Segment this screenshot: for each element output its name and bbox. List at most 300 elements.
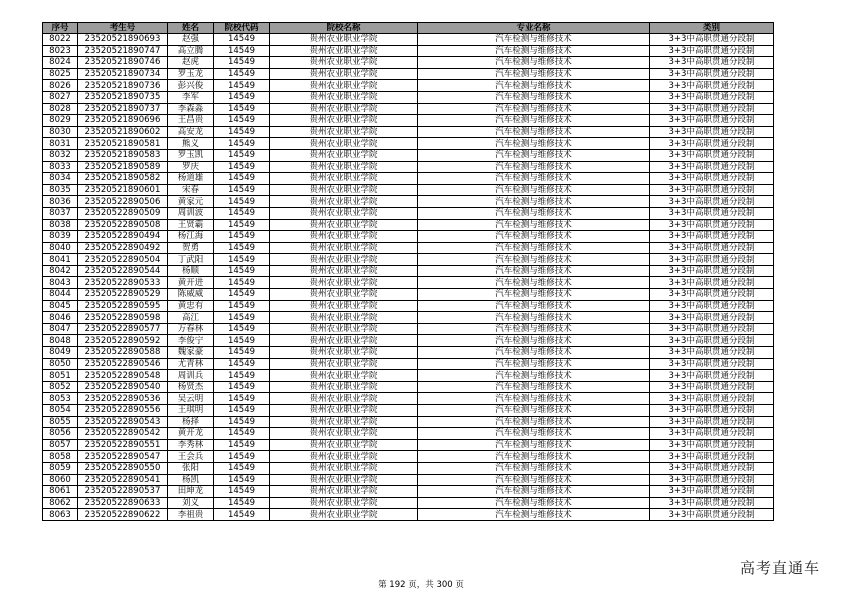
cell-school-name: 贵州农业职业学院 <box>270 184 418 196</box>
cell-name: 高立腾 <box>168 45 214 57</box>
cell-category: 3+3中高职贯通分段制 <box>650 207 774 219</box>
cell-candidate-id: 23520521890747 <box>78 45 168 57</box>
cell-category: 3+3中高职贯通分段制 <box>650 347 774 359</box>
cell-category: 3+3中高职贯通分段制 <box>650 34 774 46</box>
cell-index: 8060 <box>43 474 78 486</box>
table-row <box>43 289 774 301</box>
cell-major: 汽车检测与维修技术 <box>418 126 650 138</box>
cell-candidate-id: 23520522890537 <box>78 486 168 498</box>
cell-category: 3+3中高职贯通分段制 <box>650 57 774 69</box>
col-header-category: 类别 <box>650 23 774 34</box>
cell-major: 汽车检测与维修技术 <box>418 68 650 80</box>
cell-category: 3+3中高职贯通分段制 <box>650 115 774 127</box>
cell-index: 8028 <box>43 103 78 115</box>
cell-school-name: 贵州农业职业学院 <box>270 358 418 370</box>
table-row <box>43 242 774 254</box>
cell-school-code: 14549 <box>214 416 270 428</box>
table-row <box>43 34 774 46</box>
cell-school-code: 14549 <box>214 474 270 486</box>
cell-candidate-id: 23520522890492 <box>78 242 168 254</box>
cell-name: 黄开进 <box>168 277 214 289</box>
admission-table <box>42 22 774 521</box>
cell-school-name: 贵州农业职业学院 <box>270 439 418 451</box>
cell-name: 熊义 <box>168 138 214 150</box>
cell-category: 3+3中高职贯通分段制 <box>650 91 774 103</box>
cell-category: 3+3中高职贯通分段制 <box>650 416 774 428</box>
cell-category: 3+3中高职贯通分段制 <box>650 486 774 498</box>
cell-school-code: 14549 <box>214 347 270 359</box>
cell-school-name: 贵州农业职业学院 <box>270 486 418 498</box>
cell-school-code: 14549 <box>214 115 270 127</box>
cell-category: 3+3中高职贯通分段制 <box>650 323 774 335</box>
cell-school-name: 贵州农业职业学院 <box>270 405 418 417</box>
table-row <box>43 115 774 127</box>
cell-school-name: 贵州农业职业学院 <box>270 289 418 301</box>
table-row <box>43 497 774 509</box>
cell-school-name: 贵州农业职业学院 <box>270 335 418 347</box>
cell-school-code: 14549 <box>214 312 270 324</box>
cell-school-name: 贵州农业职业学院 <box>270 196 418 208</box>
cell-candidate-id: 23520521890602 <box>78 126 168 138</box>
cell-index: 8046 <box>43 312 78 324</box>
cell-category: 3+3中高职贯通分段制 <box>650 103 774 115</box>
cell-name: 杨择 <box>168 416 214 428</box>
cell-category: 3+3中高职贯通分段制 <box>650 254 774 266</box>
cell-name: 赵虎 <box>168 57 214 69</box>
cell-school-code: 14549 <box>214 265 270 277</box>
cell-major: 汽车检测与维修技术 <box>418 358 650 370</box>
table-row <box>43 45 774 57</box>
cell-name: 杨贤杰 <box>168 381 214 393</box>
cell-index: 8039 <box>43 231 78 243</box>
cell-school-name: 贵州农业职业学院 <box>270 393 418 405</box>
cell-major: 汽车检测与维修技术 <box>418 277 650 289</box>
cell-category: 3+3中高职贯通分段制 <box>650 277 774 289</box>
cell-major: 汽车检测与维修技术 <box>418 34 650 46</box>
cell-name: 张阳 <box>168 462 214 474</box>
col-header-candidate-id: 考生号 <box>78 23 168 34</box>
cell-candidate-id: 23520522890544 <box>78 265 168 277</box>
cell-candidate-id: 23520522890529 <box>78 289 168 301</box>
cell-school-name: 贵州农业职业学院 <box>270 312 418 324</box>
cell-candidate-id: 23520522890494 <box>78 231 168 243</box>
cell-candidate-id: 23520522890622 <box>78 509 168 521</box>
cell-index: 8042 <box>43 265 78 277</box>
cell-name: 黄忠有 <box>168 300 214 312</box>
cell-index: 8037 <box>43 207 78 219</box>
table-row <box>43 149 774 161</box>
cell-school-code: 14549 <box>214 161 270 173</box>
cell-school-code: 14549 <box>214 289 270 301</box>
col-header-school-code: 院校代码 <box>214 23 270 34</box>
table-row <box>43 462 774 474</box>
cell-major: 汽车检测与维修技术 <box>418 265 650 277</box>
cell-major: 汽车检测与维修技术 <box>418 509 650 521</box>
cell-major: 汽车检测与维修技术 <box>418 312 650 324</box>
col-header-index: 序号 <box>43 23 78 34</box>
table-row <box>43 138 774 150</box>
cell-name: 万春林 <box>168 323 214 335</box>
cell-major: 汽车检测与维修技术 <box>418 497 650 509</box>
cell-category: 3+3中高职贯通分段制 <box>650 242 774 254</box>
cell-school-name: 贵州农业职业学院 <box>270 91 418 103</box>
cell-index: 8051 <box>43 370 78 382</box>
cell-candidate-id: 23520521890696 <box>78 115 168 127</box>
cell-major: 汽车检测与维修技术 <box>418 91 650 103</box>
cell-major: 汽车检测与维修技术 <box>418 207 650 219</box>
cell-name: 吴云明 <box>168 393 214 405</box>
cell-index: 8059 <box>43 462 78 474</box>
cell-name: 田坤龙 <box>168 486 214 498</box>
cell-index: 8026 <box>43 80 78 92</box>
cell-index: 8027 <box>43 91 78 103</box>
cell-category: 3+3中高职贯通分段制 <box>650 381 774 393</box>
cell-school-code: 14549 <box>214 335 270 347</box>
cell-index: 8029 <box>43 115 78 127</box>
table-row <box>43 126 774 138</box>
cell-candidate-id: 23520521890601 <box>78 184 168 196</box>
table-body <box>43 34 774 521</box>
cell-school-code: 14549 <box>214 196 270 208</box>
table-row <box>43 207 774 219</box>
cell-school-name: 贵州农业职业学院 <box>270 231 418 243</box>
table-row <box>43 323 774 335</box>
cell-category: 3+3中高职贯通分段制 <box>650 289 774 301</box>
cell-school-code: 14549 <box>214 149 270 161</box>
cell-index: 8030 <box>43 126 78 138</box>
cell-index: 8058 <box>43 451 78 463</box>
cell-category: 3+3中高职贯通分段制 <box>650 149 774 161</box>
cell-school-name: 贵州农业职业学院 <box>270 428 418 440</box>
cell-candidate-id: 23520521890582 <box>78 173 168 185</box>
cell-school-name: 贵州农业职业学院 <box>270 497 418 509</box>
cell-school-name: 贵州农业职业学院 <box>270 80 418 92</box>
cell-school-code: 14549 <box>214 277 270 289</box>
table-row <box>43 196 774 208</box>
cell-major: 汽车检测与维修技术 <box>418 381 650 393</box>
cell-index: 8048 <box>43 335 78 347</box>
watermark-logo-text: 高考直通车 <box>739 559 820 577</box>
table-row <box>43 474 774 486</box>
cell-candidate-id: 23520522890595 <box>78 300 168 312</box>
cell-major: 汽车检测与维修技术 <box>418 57 650 69</box>
cell-school-code: 14549 <box>214 370 270 382</box>
cell-school-name: 贵州农业职业学院 <box>270 474 418 486</box>
cell-name: 陈威威 <box>168 289 214 301</box>
cell-candidate-id: 23520522890598 <box>78 312 168 324</box>
cell-school-name: 贵州农业职业学院 <box>270 103 418 115</box>
cell-category: 3+3中高职贯通分段制 <box>650 439 774 451</box>
cell-school-name: 贵州农业职业学院 <box>270 68 418 80</box>
cell-index: 8033 <box>43 161 78 173</box>
cell-index: 8063 <box>43 509 78 521</box>
cell-major: 汽车检测与维修技术 <box>418 474 650 486</box>
cell-category: 3+3中高职贯通分段制 <box>650 161 774 173</box>
cell-major: 汽车检测与维修技术 <box>418 370 650 382</box>
cell-name: 尤青林 <box>168 358 214 370</box>
col-header-school-name: 院校名称 <box>270 23 418 34</box>
cell-candidate-id: 23520522890547 <box>78 451 168 463</box>
cell-school-code: 14549 <box>214 68 270 80</box>
cell-major: 汽车检测与维修技术 <box>418 138 650 150</box>
cell-school-name: 贵州农业职业学院 <box>270 277 418 289</box>
cell-category: 3+3中高职贯通分段制 <box>650 405 774 417</box>
cell-index: 8047 <box>43 323 78 335</box>
cell-school-name: 贵州农业职业学院 <box>270 509 418 521</box>
cell-school-name: 贵州农业职业学院 <box>270 347 418 359</box>
cell-major: 汽车检测与维修技术 <box>418 149 650 161</box>
cell-school-name: 贵州农业职业学院 <box>270 462 418 474</box>
cell-school-code: 14549 <box>214 231 270 243</box>
cell-major: 汽车检测与维修技术 <box>418 347 650 359</box>
cell-school-code: 14549 <box>214 358 270 370</box>
cell-major: 汽车检测与维修技术 <box>418 242 650 254</box>
cell-name: 杨凯 <box>168 474 214 486</box>
cell-name: 宋春 <box>168 184 214 196</box>
cell-candidate-id: 23520521890734 <box>78 68 168 80</box>
cell-major: 汽车检测与维修技术 <box>418 486 650 498</box>
cell-name: 李军 <box>168 91 214 103</box>
table-row <box>43 509 774 521</box>
cell-category: 3+3中高职贯通分段制 <box>650 509 774 521</box>
cell-school-code: 14549 <box>214 173 270 185</box>
cell-major: 汽车检测与维修技术 <box>418 300 650 312</box>
cell-name: 李森淼 <box>168 103 214 115</box>
cell-school-name: 贵州农业职业学院 <box>270 173 418 185</box>
cell-candidate-id: 23520522890548 <box>78 370 168 382</box>
cell-name: 杨道雄 <box>168 173 214 185</box>
cell-school-name: 贵州农业职业学院 <box>270 149 418 161</box>
cell-school-code: 14549 <box>214 497 270 509</box>
cell-index: 8022 <box>43 34 78 46</box>
table-row <box>43 184 774 196</box>
cell-candidate-id: 23520521890581 <box>78 138 168 150</box>
table-row <box>43 57 774 69</box>
table-row <box>43 254 774 266</box>
cell-category: 3+3中高职贯通分段制 <box>650 138 774 150</box>
cell-index: 8041 <box>43 254 78 266</box>
table-row <box>43 393 774 405</box>
table-row <box>43 103 774 115</box>
cell-candidate-id: 23520522890506 <box>78 196 168 208</box>
cell-category: 3+3中高职贯通分段制 <box>650 462 774 474</box>
cell-index: 8061 <box>43 486 78 498</box>
table-row <box>43 370 774 382</box>
cell-index: 8050 <box>43 358 78 370</box>
cell-school-code: 14549 <box>214 381 270 393</box>
table-row <box>43 91 774 103</box>
table-row <box>43 312 774 324</box>
cell-category: 3+3中高职贯通分段制 <box>650 68 774 80</box>
cell-category: 3+3中高职贯通分段制 <box>650 335 774 347</box>
cell-index: 8057 <box>43 439 78 451</box>
cell-school-name: 贵州农业职业学院 <box>270 242 418 254</box>
cell-category: 3+3中高职贯通分段制 <box>650 231 774 243</box>
cell-major: 汽车检测与维修技术 <box>418 428 650 440</box>
table-row <box>43 335 774 347</box>
cell-category: 3+3中高职贯通分段制 <box>650 265 774 277</box>
cell-category: 3+3中高职贯通分段制 <box>650 358 774 370</box>
cell-school-code: 14549 <box>214 439 270 451</box>
cell-school-code: 14549 <box>214 242 270 254</box>
cell-name: 李秀林 <box>168 439 214 451</box>
cell-major: 汽车检测与维修技术 <box>418 462 650 474</box>
cell-index: 8031 <box>43 138 78 150</box>
cell-school-code: 14549 <box>214 462 270 474</box>
cell-major: 汽车检测与维修技术 <box>418 161 650 173</box>
cell-major: 汽车检测与维修技术 <box>418 173 650 185</box>
table-row <box>43 231 774 243</box>
cell-major: 汽车检测与维修技术 <box>418 323 650 335</box>
table-row <box>43 219 774 231</box>
cell-name: 彭兴俊 <box>168 80 214 92</box>
cell-major: 汽车检测与维修技术 <box>418 439 650 451</box>
cell-candidate-id: 23520522890543 <box>78 416 168 428</box>
cell-candidate-id: 23520522890592 <box>78 335 168 347</box>
cell-major: 汽车检测与维修技术 <box>418 196 650 208</box>
cell-school-name: 贵州农业职业学院 <box>270 126 418 138</box>
cell-major: 汽车检测与维修技术 <box>418 80 650 92</box>
cell-candidate-id: 23520522890540 <box>78 381 168 393</box>
cell-index: 8023 <box>43 45 78 57</box>
cell-candidate-id: 23520521890693 <box>78 34 168 46</box>
table-row <box>43 358 774 370</box>
cell-category: 3+3中高职贯通分段制 <box>650 497 774 509</box>
cell-school-code: 14549 <box>214 126 270 138</box>
cell-name: 杨江海 <box>168 231 214 243</box>
table-row <box>43 381 774 393</box>
cell-candidate-id: 23520522890504 <box>78 254 168 266</box>
col-header-major: 专业名称 <box>418 23 650 34</box>
cell-name: 黄开龙 <box>168 428 214 440</box>
cell-name: 罗庆 <box>168 161 214 173</box>
cell-major: 汽车检测与维修技术 <box>418 45 650 57</box>
cell-major: 汽车检测与维修技术 <box>418 184 650 196</box>
cell-name: 高安龙 <box>168 126 214 138</box>
cell-candidate-id: 23520522890588 <box>78 347 168 359</box>
cell-index: 8032 <box>43 149 78 161</box>
col-header-name: 姓名 <box>168 23 214 34</box>
cell-candidate-id: 23520522890508 <box>78 219 168 231</box>
table-row <box>43 265 774 277</box>
cell-index: 8034 <box>43 173 78 185</box>
table-row <box>43 161 774 173</box>
cell-school-name: 贵州农业职业学院 <box>270 57 418 69</box>
cell-major: 汽车检测与维修技术 <box>418 405 650 417</box>
cell-category: 3+3中高职贯通分段制 <box>650 370 774 382</box>
table-row <box>43 416 774 428</box>
cell-major: 汽车检测与维修技术 <box>418 416 650 428</box>
cell-major: 汽车检测与维修技术 <box>418 335 650 347</box>
cell-school-code: 14549 <box>214 91 270 103</box>
cell-index: 8062 <box>43 497 78 509</box>
cell-school-name: 贵州农业职业学院 <box>270 416 418 428</box>
cell-major: 汽车检测与维修技术 <box>418 393 650 405</box>
cell-school-code: 14549 <box>214 138 270 150</box>
cell-name: 高江 <box>168 312 214 324</box>
cell-category: 3+3中高职贯通分段制 <box>650 474 774 486</box>
cell-school-name: 贵州农业职业学院 <box>270 254 418 266</box>
cell-name: 杨顺 <box>168 265 214 277</box>
cell-school-name: 贵州农业职业学院 <box>270 115 418 127</box>
cell-index: 8052 <box>43 381 78 393</box>
cell-school-name: 贵州农业职业学院 <box>270 219 418 231</box>
cell-school-name: 贵州农业职业学院 <box>270 323 418 335</box>
cell-major: 汽车检测与维修技术 <box>418 254 650 266</box>
cell-index: 8044 <box>43 289 78 301</box>
cell-school-name: 贵州农业职业学院 <box>270 265 418 277</box>
cell-index: 8040 <box>43 242 78 254</box>
table-row <box>43 439 774 451</box>
cell-candidate-id: 23520521890583 <box>78 149 168 161</box>
cell-school-name: 贵州农业职业学院 <box>270 161 418 173</box>
cell-index: 8024 <box>43 57 78 69</box>
table-row <box>43 347 774 359</box>
cell-name: 王会兵 <box>168 451 214 463</box>
cell-category: 3+3中高职贯通分段制 <box>650 80 774 92</box>
cell-name: 魏家豪 <box>168 347 214 359</box>
cell-name: 丁武阳 <box>168 254 214 266</box>
cell-index: 8025 <box>43 68 78 80</box>
cell-category: 3+3中高职贯通分段制 <box>650 184 774 196</box>
cell-major: 汽车检测与维修技术 <box>418 231 650 243</box>
cell-school-code: 14549 <box>214 486 270 498</box>
cell-candidate-id: 23520521890737 <box>78 103 168 115</box>
cell-index: 8045 <box>43 300 78 312</box>
cell-school-code: 14549 <box>214 300 270 312</box>
table-row <box>43 405 774 417</box>
cell-name: 赵强 <box>168 34 214 46</box>
cell-school-code: 14549 <box>214 207 270 219</box>
cell-school-name: 贵州农业职业学院 <box>270 138 418 150</box>
cell-index: 8054 <box>43 405 78 417</box>
cell-candidate-id: 23520522890577 <box>78 323 168 335</box>
cell-candidate-id: 23520522890542 <box>78 428 168 440</box>
cell-candidate-id: 23520521890746 <box>78 57 168 69</box>
table-header-row <box>43 23 774 34</box>
cell-category: 3+3中高职贯通分段制 <box>650 428 774 440</box>
cell-school-name: 贵州农业职业学院 <box>270 451 418 463</box>
cell-name: 周训波 <box>168 207 214 219</box>
cell-school-code: 14549 <box>214 57 270 69</box>
cell-name: 黄家元 <box>168 196 214 208</box>
cell-name: 王昌贵 <box>168 115 214 127</box>
cell-school-code: 14549 <box>214 184 270 196</box>
cell-name: 罗玉龙 <box>168 68 214 80</box>
cell-index: 8035 <box>43 184 78 196</box>
cell-name: 罗玉凯 <box>168 149 214 161</box>
cell-candidate-id: 23520522890541 <box>78 474 168 486</box>
cell-school-code: 14549 <box>214 451 270 463</box>
cell-school-name: 贵州农业职业学院 <box>270 300 418 312</box>
cell-category: 3+3中高职贯通分段制 <box>650 196 774 208</box>
cell-category: 3+3中高职贯通分段制 <box>650 300 774 312</box>
table-row <box>43 68 774 80</box>
cell-category: 3+3中高职贯通分段制 <box>650 451 774 463</box>
cell-index: 8056 <box>43 428 78 440</box>
cell-category: 3+3中高职贯通分段制 <box>650 219 774 231</box>
cell-major: 汽车检测与维修技术 <box>418 219 650 231</box>
cell-candidate-id: 23520521890736 <box>78 80 168 92</box>
cell-name: 王贤霸 <box>168 219 214 231</box>
cell-category: 3+3中高职贯通分段制 <box>650 173 774 185</box>
table-row <box>43 428 774 440</box>
cell-major: 汽车检测与维修技术 <box>418 451 650 463</box>
cell-school-name: 贵州农业职业学院 <box>270 34 418 46</box>
cell-candidate-id: 23520522890536 <box>78 393 168 405</box>
cell-school-code: 14549 <box>214 254 270 266</box>
cell-school-code: 14549 <box>214 428 270 440</box>
